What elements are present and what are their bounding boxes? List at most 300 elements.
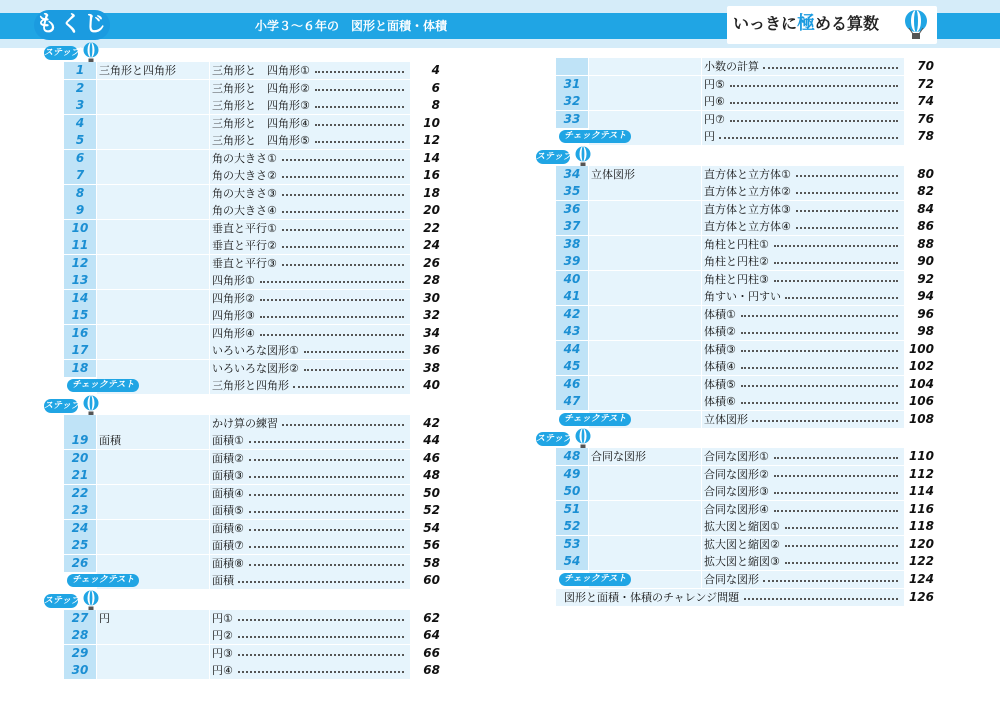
- brand-box: [727, 6, 937, 44]
- toc-row: [556, 501, 938, 519]
- row-number: 6: [64, 150, 96, 167]
- page-number: 12: [423, 133, 440, 147]
- toc-row: [556, 341, 938, 359]
- dot-leader: [774, 510, 898, 512]
- row-separator: [701, 411, 702, 428]
- toc-row: [64, 307, 444, 325]
- row-number: 17: [64, 342, 96, 359]
- toc-row: [64, 132, 444, 150]
- toc-row: [64, 360, 444, 378]
- toc-row: [556, 58, 938, 76]
- page-number: 122: [908, 554, 934, 568]
- brand-title-pre: いっきに: [733, 14, 798, 33]
- page-number: 126: [908, 590, 934, 604]
- balloon-icon: [81, 395, 101, 417]
- row-separator: [209, 115, 210, 132]
- row-separator: [209, 432, 210, 449]
- balloon-logo-icon: [901, 9, 931, 41]
- row-separator: [701, 553, 702, 570]
- page-number: 64: [423, 628, 440, 642]
- row-number: 8: [64, 185, 96, 202]
- page-number: 120: [908, 536, 934, 551]
- row-separator: [209, 237, 210, 254]
- page-number: 34: [423, 325, 440, 340]
- row-separator: [701, 358, 702, 375]
- row-separator: [209, 645, 210, 662]
- row-separator: [701, 253, 702, 270]
- dot-leader: [774, 492, 898, 494]
- row-number: 53: [556, 536, 588, 553]
- row-separator: [701, 501, 702, 518]
- lesson-title: 円⑤: [704, 77, 725, 91]
- row-separator: [701, 483, 702, 500]
- row-number: 34: [556, 166, 588, 183]
- dot-leader: [730, 85, 898, 87]
- page-number: 118: [908, 519, 934, 533]
- dot-leader: [249, 546, 404, 548]
- row-separator: [701, 376, 702, 393]
- dot-leader: [741, 332, 898, 334]
- toc-row: [64, 627, 444, 645]
- lesson-title: 面積: [212, 574, 234, 587]
- row-number: 31: [556, 76, 588, 93]
- row-number: 38: [556, 236, 588, 253]
- row-number: 50: [556, 483, 588, 500]
- page-number: 24: [423, 238, 440, 252]
- page-number: 72: [917, 76, 934, 91]
- balloon-icon: [81, 42, 101, 64]
- row-separator: [701, 393, 702, 410]
- dot-leader: [249, 441, 404, 443]
- page-number: 6: [431, 80, 440, 95]
- toc-row: [64, 325, 444, 343]
- dot-leader: [774, 457, 898, 459]
- dot-leader: [315, 141, 404, 143]
- lesson-title: 立体図形: [704, 412, 748, 426]
- lesson-title: 拡大図と縮図③: [704, 555, 780, 568]
- row-separator: [701, 166, 702, 183]
- row-separator: [701, 128, 702, 145]
- toc-row: [556, 236, 938, 254]
- dot-leader: [744, 598, 898, 600]
- row-separator: [701, 571, 702, 588]
- page-number: 40: [423, 378, 440, 392]
- row-separator: [701, 341, 702, 358]
- lesson-title: 角柱と円柱①: [704, 237, 769, 251]
- toc-row: [556, 183, 938, 201]
- step-badge: ステップ: [536, 151, 572, 162]
- toc-row: [556, 306, 938, 324]
- row-separator: [209, 97, 210, 114]
- lesson-title: 垂直と平行③: [212, 256, 277, 270]
- dot-leader: [763, 67, 898, 69]
- unit-name: 合同な図形: [591, 450, 646, 463]
- lesson-title: 円⑦: [704, 112, 725, 126]
- lesson-title: 直方体と立方体①: [704, 167, 791, 181]
- page-number: 106: [908, 394, 934, 408]
- dot-leader: [730, 102, 898, 104]
- toc-row: [64, 290, 444, 308]
- lesson-title: 面積②: [212, 451, 244, 465]
- row-number: 21: [64, 467, 96, 484]
- toc-row: [556, 553, 938, 571]
- toc-row: [556, 376, 938, 394]
- lesson-title: 円⑥: [704, 95, 725, 108]
- page-subtitle: 小学３〜６年の 図形と面積・体積: [255, 19, 448, 33]
- lesson-title: 角柱と円柱③: [704, 272, 769, 286]
- lesson-title: 面積⑧: [212, 556, 244, 570]
- toc-row: [64, 150, 444, 168]
- lesson-title: 三角形と 四角形①: [212, 64, 310, 77]
- toc-row: [556, 166, 938, 184]
- lesson-title: 合同な図形: [704, 572, 759, 586]
- row-separator: [209, 360, 210, 377]
- row-separator: [701, 288, 702, 305]
- row-separator: [701, 76, 702, 93]
- page-number: 94: [917, 289, 934, 303]
- dot-leader: [741, 385, 898, 387]
- row-separator: [209, 467, 210, 484]
- row-number: 27: [64, 610, 96, 627]
- row-separator: [209, 610, 210, 627]
- page-number: 28: [423, 273, 440, 287]
- lesson-title: 角柱と円柱②: [704, 255, 769, 268]
- row-number: 16: [64, 325, 96, 342]
- dot-leader: [249, 511, 404, 513]
- row-separator: [701, 218, 702, 235]
- dot-leader: [741, 315, 898, 317]
- dot-leader: [260, 316, 404, 318]
- row-separator: [209, 415, 210, 432]
- row-separator: [701, 306, 702, 323]
- toc-row: [556, 271, 938, 289]
- page-number: 50: [423, 485, 440, 500]
- dot-leader: [282, 264, 404, 266]
- step-header: [536, 428, 616, 450]
- toc-row: [556, 323, 938, 341]
- lesson-title: 四角形②: [212, 291, 255, 305]
- balloon-icon: [573, 146, 593, 168]
- dot-leader: [304, 369, 404, 371]
- lesson-title: 垂直と平行②: [212, 239, 277, 252]
- toc-row: [556, 201, 938, 219]
- row-separator: [701, 448, 702, 465]
- toc-row: [64, 202, 444, 220]
- toc-row: [64, 255, 444, 273]
- row-separator: [209, 185, 210, 202]
- lesson-title: 面積⑦: [212, 539, 244, 552]
- page-number: 92: [917, 271, 934, 286]
- toc-row: [556, 518, 938, 536]
- dot-leader: [282, 229, 404, 231]
- lesson-title: 三角形と 四角形②: [212, 81, 310, 95]
- toc-row: [64, 185, 444, 203]
- row-separator: [701, 183, 702, 200]
- page-number: 56: [423, 538, 440, 552]
- dot-leader: [741, 402, 898, 404]
- check-test-row: [64, 377, 444, 395]
- page-number: 42: [423, 415, 440, 430]
- step-badge: ステップ: [44, 595, 80, 606]
- dot-leader: [774, 245, 898, 247]
- lesson-title: 垂直と平行①: [212, 221, 277, 235]
- row-number: 7: [64, 167, 96, 184]
- lesson-title: 角すい・円すい: [704, 290, 781, 303]
- dot-leader: [238, 636, 404, 638]
- lesson-title: 面積⑤: [212, 504, 244, 517]
- dot-leader: [796, 175, 898, 177]
- row-separator: [209, 342, 210, 359]
- dot-leader: [293, 386, 404, 388]
- toc-row: [556, 93, 938, 111]
- toc-row: [64, 415, 444, 433]
- check-test-row: [64, 572, 444, 590]
- row-number: 36: [556, 201, 588, 218]
- toc-row: [64, 272, 444, 290]
- dot-leader: [282, 194, 404, 196]
- page-number: 18: [423, 185, 440, 200]
- lesson-title: 面積④: [212, 486, 244, 500]
- row-separator: [209, 502, 210, 519]
- page-number: 114: [908, 484, 934, 498]
- row-number: 19: [64, 432, 96, 449]
- row-number: 23: [64, 502, 96, 519]
- brand-title-em: 極: [797, 13, 816, 34]
- page-number: 44: [423, 433, 440, 447]
- lesson-title: かけ算の練習: [212, 416, 278, 430]
- row-separator: [701, 201, 702, 218]
- row-number: 5: [64, 132, 96, 149]
- dot-leader: [796, 210, 898, 212]
- toc-row: [64, 167, 444, 185]
- lesson-title: 三角形と四角形: [212, 379, 289, 392]
- page-number: 76: [917, 111, 934, 126]
- row-number: 49: [556, 466, 588, 483]
- row-separator: [209, 485, 210, 502]
- lesson-title: 四角形④: [212, 326, 255, 340]
- lesson-title: 三角形と 四角形③: [212, 99, 310, 112]
- lesson-title: 円①: [212, 611, 233, 625]
- balloon-icon: [573, 428, 593, 450]
- row-number: 2: [64, 80, 96, 97]
- lesson-title: 四角形①: [212, 274, 255, 287]
- page-number: 110: [908, 449, 934, 463]
- page-number: 66: [423, 645, 440, 660]
- unit-name: 面積: [99, 434, 121, 447]
- dot-leader: [238, 581, 404, 583]
- row-separator: [209, 627, 210, 644]
- page-number: 84: [917, 201, 934, 216]
- row-separator: [209, 62, 210, 79]
- dot-leader: [785, 527, 898, 529]
- page-number: 36: [423, 343, 440, 357]
- row-number: 1: [64, 62, 96, 79]
- dot-leader: [315, 89, 404, 91]
- toc-row: [64, 220, 444, 238]
- dot-leader: [730, 120, 898, 122]
- row-number: 46: [556, 376, 588, 393]
- step-badge: ステップ: [44, 48, 80, 58]
- row-number: 9: [64, 202, 96, 219]
- row-number: 28: [64, 627, 96, 644]
- dot-leader: [238, 654, 404, 656]
- toc-right-column: [536, 58, 938, 618]
- dot-leader: [785, 297, 898, 299]
- row-separator: [209, 272, 210, 289]
- row-number: 26: [64, 555, 96, 572]
- dot-leader: [249, 494, 404, 496]
- lesson-title: 面積①: [212, 434, 244, 447]
- toc-row: [556, 358, 938, 376]
- lesson-title: いろいろな図形②: [212, 361, 299, 375]
- page-number: 70: [917, 59, 934, 73]
- toc-row: [556, 393, 938, 411]
- page-number: 46: [423, 450, 440, 465]
- dot-leader: [774, 475, 898, 477]
- row-separator: [209, 572, 210, 589]
- step-badge: ステップ: [536, 434, 572, 444]
- row-number: 32: [556, 93, 588, 110]
- toc-row: [64, 537, 444, 555]
- lesson-title: 円: [704, 130, 715, 143]
- page-number: 10: [423, 115, 440, 130]
- row-number: 47: [556, 393, 588, 410]
- dot-leader: [785, 545, 898, 547]
- row-separator: [701, 536, 702, 553]
- page-number: 26: [423, 255, 440, 270]
- lesson-title: 合同な図形①: [704, 450, 769, 463]
- page-number: 102: [908, 359, 934, 373]
- dot-leader: [315, 106, 404, 108]
- lesson-title: 体積④: [704, 360, 736, 373]
- lesson-title: 小数の計算: [704, 60, 759, 73]
- contents-tab: もくじ: [34, 10, 110, 40]
- row-number: 24: [64, 520, 96, 537]
- lesson-title: 体積③: [704, 342, 736, 356]
- check-test-badge: チェックテスト: [67, 379, 139, 392]
- page-number: 14: [423, 150, 440, 165]
- row-separator: [209, 377, 210, 394]
- row-number: 45: [556, 358, 588, 375]
- row-separator: [209, 80, 210, 97]
- toc-row: [64, 97, 444, 115]
- row-separator: [701, 93, 702, 110]
- row-number: 11: [64, 237, 96, 254]
- dot-leader: [741, 350, 898, 352]
- page-number: 82: [917, 184, 934, 198]
- page-number: 62: [423, 610, 440, 625]
- toc-left-column: [44, 42, 444, 682]
- lesson-title: 円③: [212, 646, 233, 660]
- step-badge: ステップ: [44, 400, 80, 411]
- page-number: 30: [423, 290, 440, 305]
- page-number: 112: [908, 466, 934, 481]
- row-number: 12: [64, 255, 96, 272]
- page-number: 74: [917, 94, 934, 108]
- lesson-title: 面積⑥: [212, 521, 244, 535]
- lesson-title: 体積②: [704, 325, 736, 338]
- dot-leader: [260, 334, 404, 336]
- page-number: 54: [423, 520, 440, 535]
- lesson-title: 面積③: [212, 469, 244, 482]
- toc-row: [64, 467, 444, 485]
- dot-leader: [741, 367, 898, 369]
- challenge-row: [556, 589, 938, 607]
- row-number: 10: [64, 220, 96, 237]
- lesson-title: いろいろな図形①: [212, 344, 299, 357]
- row-number: 13: [64, 272, 96, 289]
- row-number: 29: [64, 645, 96, 662]
- row-number: [556, 58, 588, 75]
- row-number: 3: [64, 97, 96, 114]
- row-number: 54: [556, 553, 588, 570]
- page-number: 38: [423, 360, 440, 375]
- check-test-badge: チェックテスト: [559, 573, 631, 586]
- page-number: 96: [917, 306, 934, 321]
- toc-row: [64, 662, 444, 680]
- dot-leader: [796, 192, 898, 194]
- toc-row: [64, 555, 444, 573]
- row-number: 41: [556, 288, 588, 305]
- toc-row: [64, 610, 444, 628]
- row-number: 40: [556, 271, 588, 288]
- row-separator: [209, 325, 210, 342]
- lesson-title: 直方体と立方体②: [704, 185, 791, 198]
- toc-row: [556, 448, 938, 466]
- row-number: 25: [64, 537, 96, 554]
- page-number: 8: [431, 98, 440, 112]
- dot-leader: [282, 159, 404, 161]
- step-header: [44, 590, 124, 612]
- row-number: 35: [556, 183, 588, 200]
- toc-row: [64, 80, 444, 98]
- lesson-title: 体積⑥: [704, 395, 736, 408]
- page-number: 16: [423, 168, 440, 182]
- lesson-title: 円④: [212, 664, 233, 677]
- toc-row: [64, 645, 444, 663]
- row-number: 4: [64, 115, 96, 132]
- balloon-icon: [81, 590, 101, 612]
- dot-leader: [282, 211, 404, 213]
- page-number: 86: [917, 219, 934, 233]
- row-separator: [209, 450, 210, 467]
- lesson-title: 三角形と 四角形⑤: [212, 134, 310, 147]
- toc-row: [64, 115, 444, 133]
- brand-title-post: める算数: [815, 14, 880, 33]
- row-separator: [209, 220, 210, 237]
- row-separator: [209, 150, 210, 167]
- dot-leader: [719, 137, 898, 139]
- toc-row: [556, 218, 938, 236]
- row-number: 52: [556, 518, 588, 535]
- dot-leader: [260, 281, 404, 283]
- page-number: 90: [917, 254, 934, 268]
- dot-leader: [774, 262, 898, 264]
- step-header: [44, 42, 124, 64]
- row-number: 20: [64, 450, 96, 467]
- page-number: 4: [431, 63, 440, 77]
- dot-leader: [249, 564, 404, 566]
- lesson-title: 角の大きさ①: [212, 151, 277, 165]
- lesson-title: 合同な図形②: [704, 467, 769, 481]
- row-number: 15: [64, 307, 96, 324]
- page-number: 32: [423, 308, 440, 322]
- dot-leader: [315, 71, 404, 73]
- row-number: 48: [556, 448, 588, 465]
- step-header: [44, 395, 124, 417]
- lesson-title: 拡大図と縮図②: [704, 537, 780, 551]
- check-test-row: [556, 128, 938, 146]
